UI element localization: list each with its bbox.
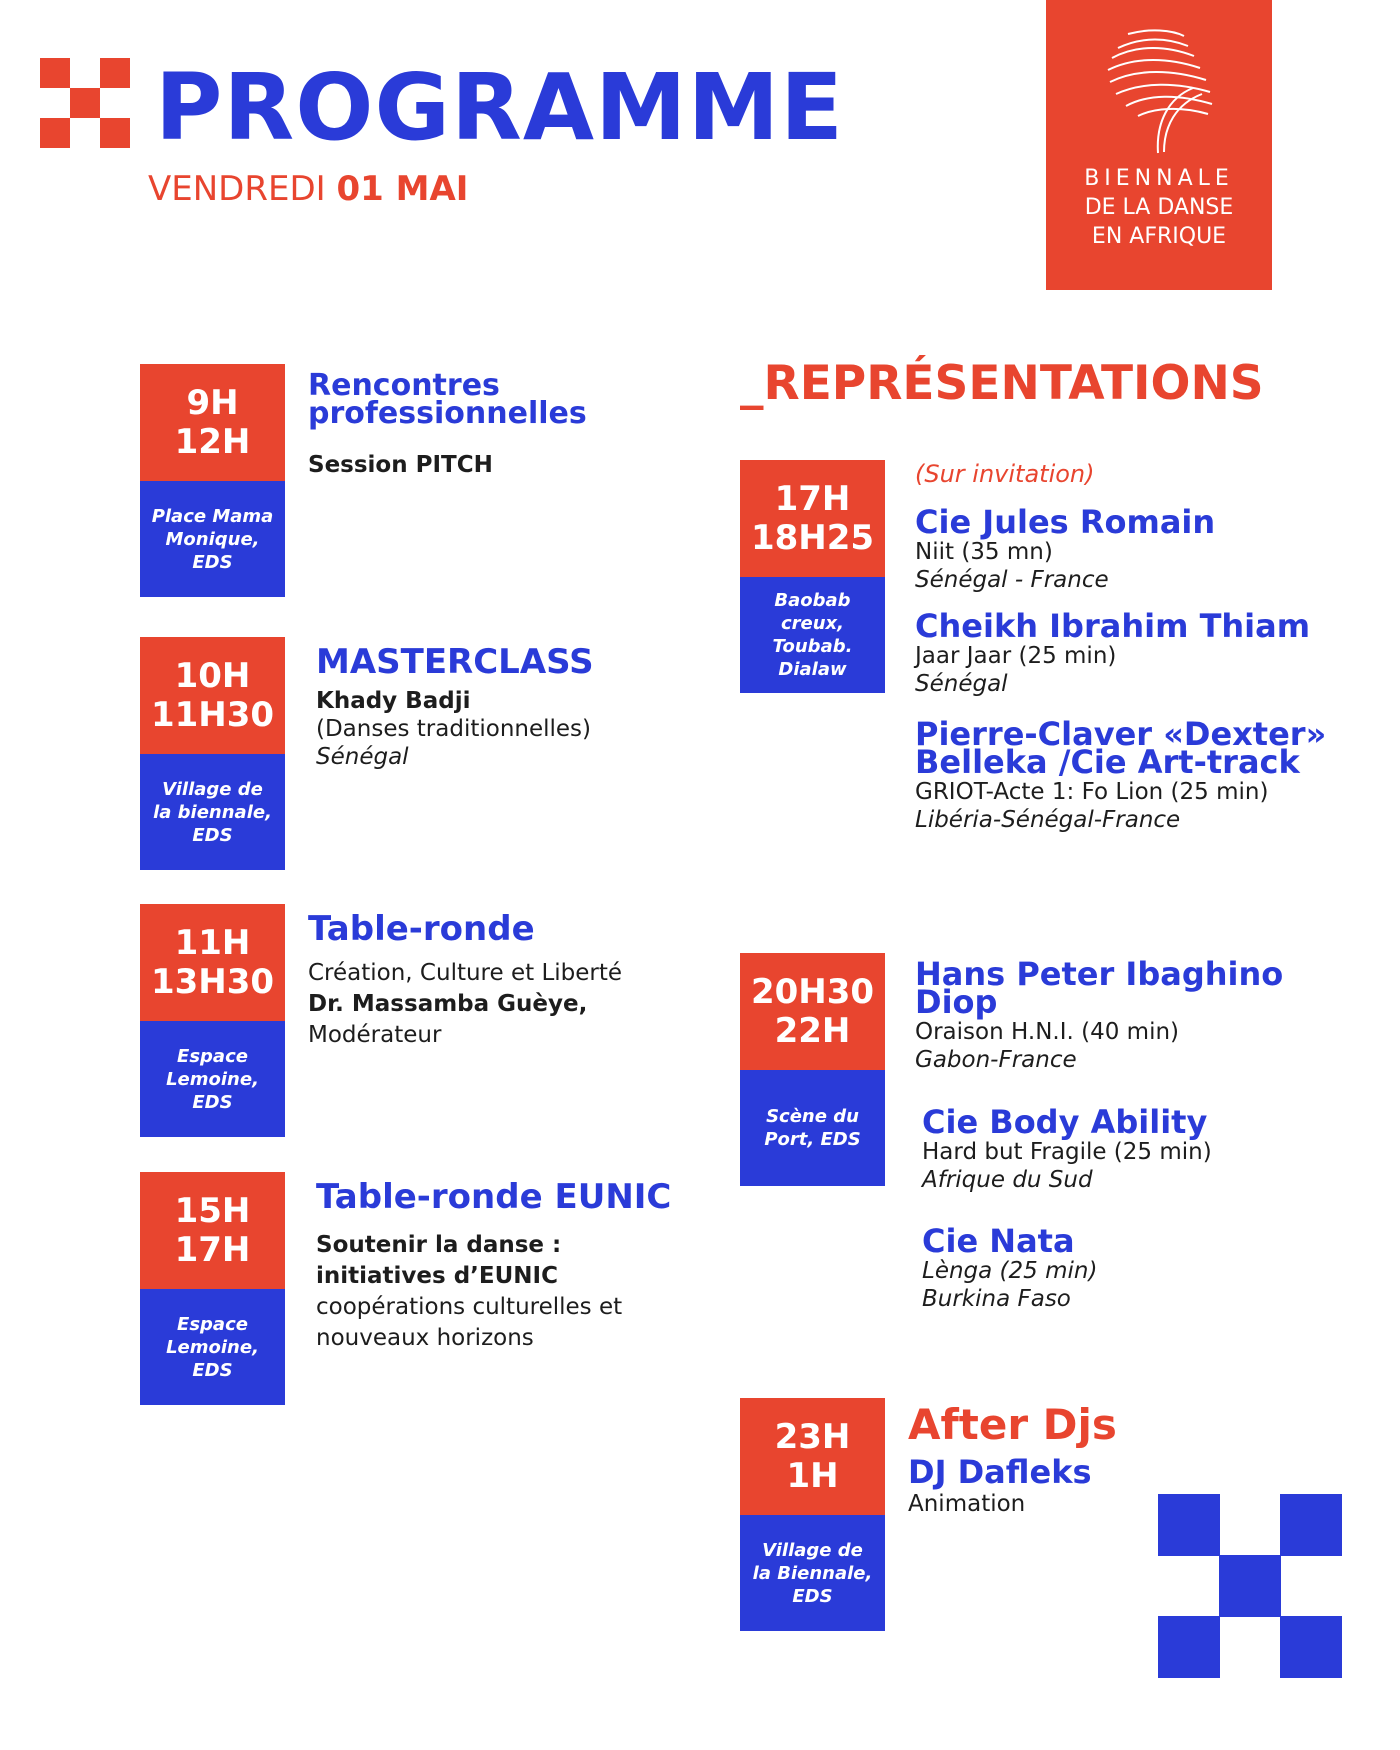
event-title: MASTERCLASS xyxy=(316,642,594,682)
time-end: 1H xyxy=(786,1455,839,1496)
event-title xyxy=(308,368,587,431)
event-title-line: professionnelles xyxy=(308,396,587,431)
time-end: 18H25 xyxy=(750,517,875,558)
detail-line: (Danses traditionnelles) xyxy=(316,716,592,742)
time-start: 23H xyxy=(774,1416,851,1457)
venue-line: Dialaw xyxy=(778,659,847,680)
event-title-line: Rencontres xyxy=(308,368,500,403)
act-name: Cie Jules Romain xyxy=(915,503,1216,541)
venue-line: Village de xyxy=(162,778,263,800)
venue-line: Scène du xyxy=(766,1106,859,1127)
time-start: 10H xyxy=(174,655,251,696)
time-block xyxy=(140,904,285,1137)
act xyxy=(922,1103,1212,1194)
date-day: VENDREDI xyxy=(148,169,326,209)
venue xyxy=(740,1515,885,1631)
act-name-line: Pierre-Claver «Dexter» xyxy=(915,715,1327,753)
venue-line: Toubab. xyxy=(772,636,853,657)
event-detail xyxy=(316,687,594,771)
act-name-line: Belleka /Cie Art-track xyxy=(915,743,1300,781)
venue xyxy=(740,1070,885,1186)
detail-line: nouveaux horizons xyxy=(316,1325,534,1351)
brand-line-2: DE LA DANSE xyxy=(1084,195,1234,220)
act-origin: Libéria-Sénégal-France xyxy=(915,807,1181,833)
time-range xyxy=(740,460,885,577)
brand-line-1: BIENNALE xyxy=(1084,166,1234,191)
venue-line: EDS xyxy=(192,1359,233,1381)
event-title: After Djs xyxy=(908,1400,1117,1449)
time-block xyxy=(140,1172,285,1405)
detail-line: Sénégal xyxy=(316,744,409,770)
venue xyxy=(140,1289,285,1405)
act xyxy=(915,607,1311,698)
detail-line: Khady Badji xyxy=(316,688,471,714)
act-work: GRIOT-Acte 1: Fo Lion (25 min) xyxy=(915,779,1269,805)
venue-line: Lemoine, xyxy=(166,1068,259,1090)
time-block xyxy=(740,1398,885,1631)
event-masterclass xyxy=(316,642,594,771)
detail-line: Soutenir la danse : xyxy=(316,1232,562,1258)
venue-line: EDS xyxy=(792,1585,833,1607)
section-title: _REPRÉSENTATIONS xyxy=(740,356,1264,411)
time-end: 13H30 xyxy=(150,961,275,1002)
venue-line: EDS xyxy=(192,551,233,573)
dj-role: Animation xyxy=(908,1491,1026,1517)
wave-hand-icon xyxy=(1098,28,1224,156)
act-name: Cheikh Ibrahim Thiam xyxy=(915,607,1311,645)
time-block xyxy=(740,953,885,1186)
venue-line: EDS xyxy=(192,1091,233,1113)
act-origin: Sénégal - France xyxy=(915,567,1109,593)
act-work: Lènga (25 min) xyxy=(922,1258,1098,1284)
event-title: Table-ronde xyxy=(308,909,535,949)
event-table-ronde xyxy=(308,909,623,1051)
venue-line: Monique, xyxy=(165,528,260,550)
detail-line: Modérateur xyxy=(308,1022,442,1048)
venue-line: Lemoine, xyxy=(166,1336,259,1358)
after-djs xyxy=(908,1400,1117,1518)
time-start: 11H xyxy=(174,922,251,963)
time-range xyxy=(740,1398,885,1515)
act-work: Jaar Jaar (25 min) xyxy=(915,643,1117,669)
act-origin: Afrique du Sud xyxy=(922,1167,1093,1193)
act-work: Oraison H.N.I. (40 min) xyxy=(915,1019,1180,1045)
venue-line: Port, EDS xyxy=(764,1129,861,1150)
time-range xyxy=(140,1172,285,1289)
venue-line: Espace xyxy=(177,1313,248,1335)
time-block xyxy=(140,364,285,597)
venue xyxy=(140,1021,285,1137)
act-work: Hard but Fragile (25 min) xyxy=(922,1139,1212,1165)
venue-line: la biennale, xyxy=(153,801,272,823)
venue-line: Espace xyxy=(177,1045,248,1067)
event-title: Table-ronde EUNIC xyxy=(316,1177,672,1217)
act-origin: Sénégal xyxy=(915,671,1008,697)
venue xyxy=(140,481,285,597)
brand-name xyxy=(1046,164,1272,251)
checker-icon xyxy=(40,58,130,148)
invitation-note: (Sur invitation) xyxy=(915,460,1095,488)
detail-line: initiatives d’EUNIC xyxy=(316,1263,558,1289)
act-work: Niit (35 mn) xyxy=(915,539,1053,565)
time-range xyxy=(140,364,285,481)
venue-line: creux, xyxy=(780,613,845,634)
venue-line: la Biennale, xyxy=(752,1562,873,1584)
time-block xyxy=(740,460,885,693)
act-name: Cie Nata xyxy=(922,1222,1075,1260)
event-detail xyxy=(316,1230,671,1354)
act-name-line: Diop xyxy=(915,983,998,1021)
detail-line: coopérations culturelles et xyxy=(316,1294,623,1320)
act xyxy=(922,1222,1098,1313)
act xyxy=(915,715,1327,834)
detail-line: Création, Culture et Liberté xyxy=(308,960,623,986)
time-range xyxy=(140,637,285,754)
time-start: 15H xyxy=(174,1190,251,1231)
time-end: 12H xyxy=(174,421,251,462)
event-date xyxy=(148,169,469,209)
time-start: 17H xyxy=(774,478,851,519)
venue-line: EDS xyxy=(192,824,233,846)
time-end: 11H30 xyxy=(150,694,275,735)
date-bold: 01 MAI xyxy=(336,169,469,209)
detail-line: Session PITCH xyxy=(308,452,493,478)
act-name-line: Hans Peter Ibaghino xyxy=(915,955,1284,993)
time-range xyxy=(740,953,885,1070)
venue xyxy=(740,577,885,693)
event-detail xyxy=(308,450,587,480)
page-title: PROGRAMME xyxy=(155,54,844,161)
venue-line: Place Mama xyxy=(151,505,274,527)
time-start: 9H xyxy=(186,382,239,423)
time-end: 17H xyxy=(174,1229,251,1270)
venue-line: Baobab xyxy=(774,590,851,611)
act-name: Cie Body Ability xyxy=(922,1103,1208,1141)
detail-line: Dr. Massamba Guèye, xyxy=(308,991,588,1017)
time-end: 22H xyxy=(774,1010,851,1051)
act-origin: Gabon-France xyxy=(915,1047,1077,1073)
event-detail xyxy=(308,958,622,1051)
time-range xyxy=(140,904,285,1021)
act xyxy=(915,503,1216,594)
brand-logo xyxy=(1046,0,1272,290)
act-origin: Burkina Faso xyxy=(922,1286,1071,1312)
venue-line: Village de xyxy=(762,1539,863,1561)
dj-name: DJ Dafleks xyxy=(908,1453,1092,1491)
event-rencontres xyxy=(308,368,587,480)
event-table-ronde-eunic xyxy=(316,1177,672,1354)
venue xyxy=(140,754,285,870)
act xyxy=(915,955,1284,1074)
time-start: 20H30 xyxy=(750,971,875,1012)
brand-line-3: EN AFRIQUE xyxy=(1091,224,1227,249)
time-block xyxy=(140,637,285,870)
